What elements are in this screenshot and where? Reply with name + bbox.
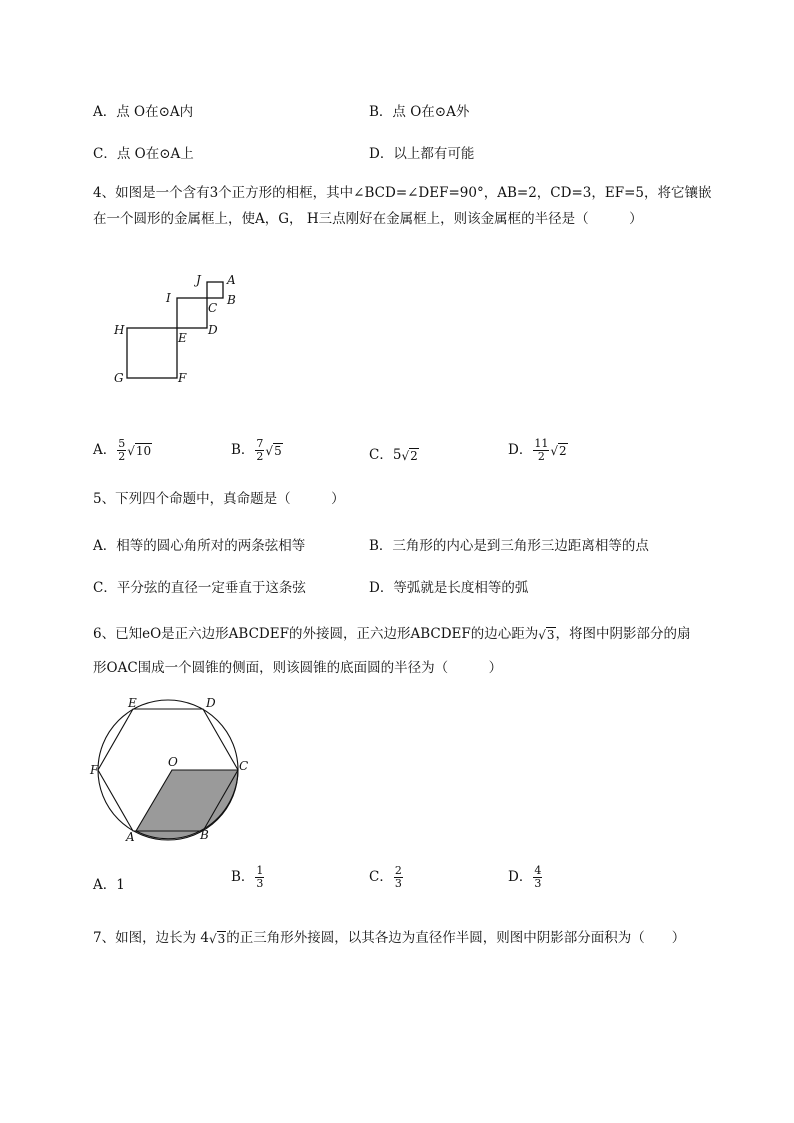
label-f: F bbox=[178, 371, 187, 385]
q4-option-d: D． $\frac{11}{2}$ √2 bbox=[508, 437, 567, 463]
q4-stem-line1: 4、如图是一个含有3个正方形的相框，其中∠BCD=∠DEF=90°，AB=2，CD=3，EF=5，将它镶嵌 bbox=[93, 185, 712, 201]
label-b: B bbox=[227, 293, 236, 307]
prev-option-d: D．以上都有可能 bbox=[369, 146, 475, 162]
q6-stem-line2: 形OAC围成一个圆锥的侧面，则该圆锥的底面圆的半径为（ ） bbox=[93, 660, 503, 676]
label-h: H bbox=[114, 323, 125, 337]
label-a: A bbox=[227, 273, 236, 287]
q5-option-b: B．三角形的内心是到三角形三边距离相等的点 bbox=[369, 538, 649, 554]
label-d: D bbox=[208, 323, 218, 337]
label-o: O bbox=[168, 755, 178, 769]
square-medium bbox=[177, 298, 207, 328]
q4-stem-line2: 在一个圆形的金属框上，使A，G， H三点刚好在金属框上，则该金属框的半径是（ ） bbox=[93, 211, 643, 227]
q5-option-a: A．相等的圆心角所对的两条弦相等 bbox=[93, 538, 306, 554]
label-c: C bbox=[239, 759, 249, 773]
q4-option-c: C．5√2 bbox=[369, 447, 418, 463]
square-large bbox=[127, 328, 177, 378]
label-c: C bbox=[208, 301, 218, 315]
q6-option-b: B． $\frac{1}{3}$ bbox=[231, 864, 264, 890]
label-a: A bbox=[126, 830, 135, 844]
square-small bbox=[207, 282, 223, 298]
label-e: E bbox=[178, 331, 187, 345]
label-e: E bbox=[128, 696, 137, 710]
q7-stem: 7、如图，边长为 4√3的正三角形外接圆，以其各边为直径作半圆，则图中阴影部分面积为（ ） bbox=[93, 930, 686, 946]
label-f: F bbox=[90, 763, 99, 777]
label-b: B bbox=[200, 828, 209, 842]
q4-option-b: B． $\frac{7}{2}$ √5 bbox=[231, 437, 282, 463]
label-g: G bbox=[114, 371, 124, 385]
q4-option-a: A． $\frac{5}{2}$ √10 bbox=[93, 437, 152, 463]
label-j: J bbox=[196, 273, 201, 287]
shaded-sector bbox=[136, 770, 238, 839]
prev-option-b: B．点 O在⊙A外 bbox=[369, 104, 470, 120]
q6-option-a: A．1 bbox=[93, 877, 125, 893]
q6-stem-line1: 6、已知eO是正六边形ABCDEF的外接圆，正六边形ABCDEF的边心距为√3，将图中阴影部分的扇 bbox=[93, 626, 691, 642]
q6-option-d: D． $\frac{4}{3}$ bbox=[508, 864, 542, 890]
q6-hexagon-figure bbox=[88, 695, 253, 845]
q5-option-d: D．等弧就是长度相等的弧 bbox=[369, 580, 529, 596]
q5-option-c: C．平分弦的直径一定垂直于这条弦 bbox=[93, 580, 306, 596]
prev-option-a: A．点 O在⊙A内 bbox=[93, 104, 194, 120]
label-i: I bbox=[166, 291, 171, 305]
q5-stem: 5、下列四个命题中，真命题是（ ） bbox=[93, 491, 345, 507]
q4-squares-figure bbox=[105, 268, 255, 388]
q6-option-c: C． $\frac{2}{3}$ bbox=[369, 864, 402, 890]
prev-option-c: C．点 O在⊙A上 bbox=[93, 146, 194, 162]
label-d: D bbox=[206, 696, 216, 710]
